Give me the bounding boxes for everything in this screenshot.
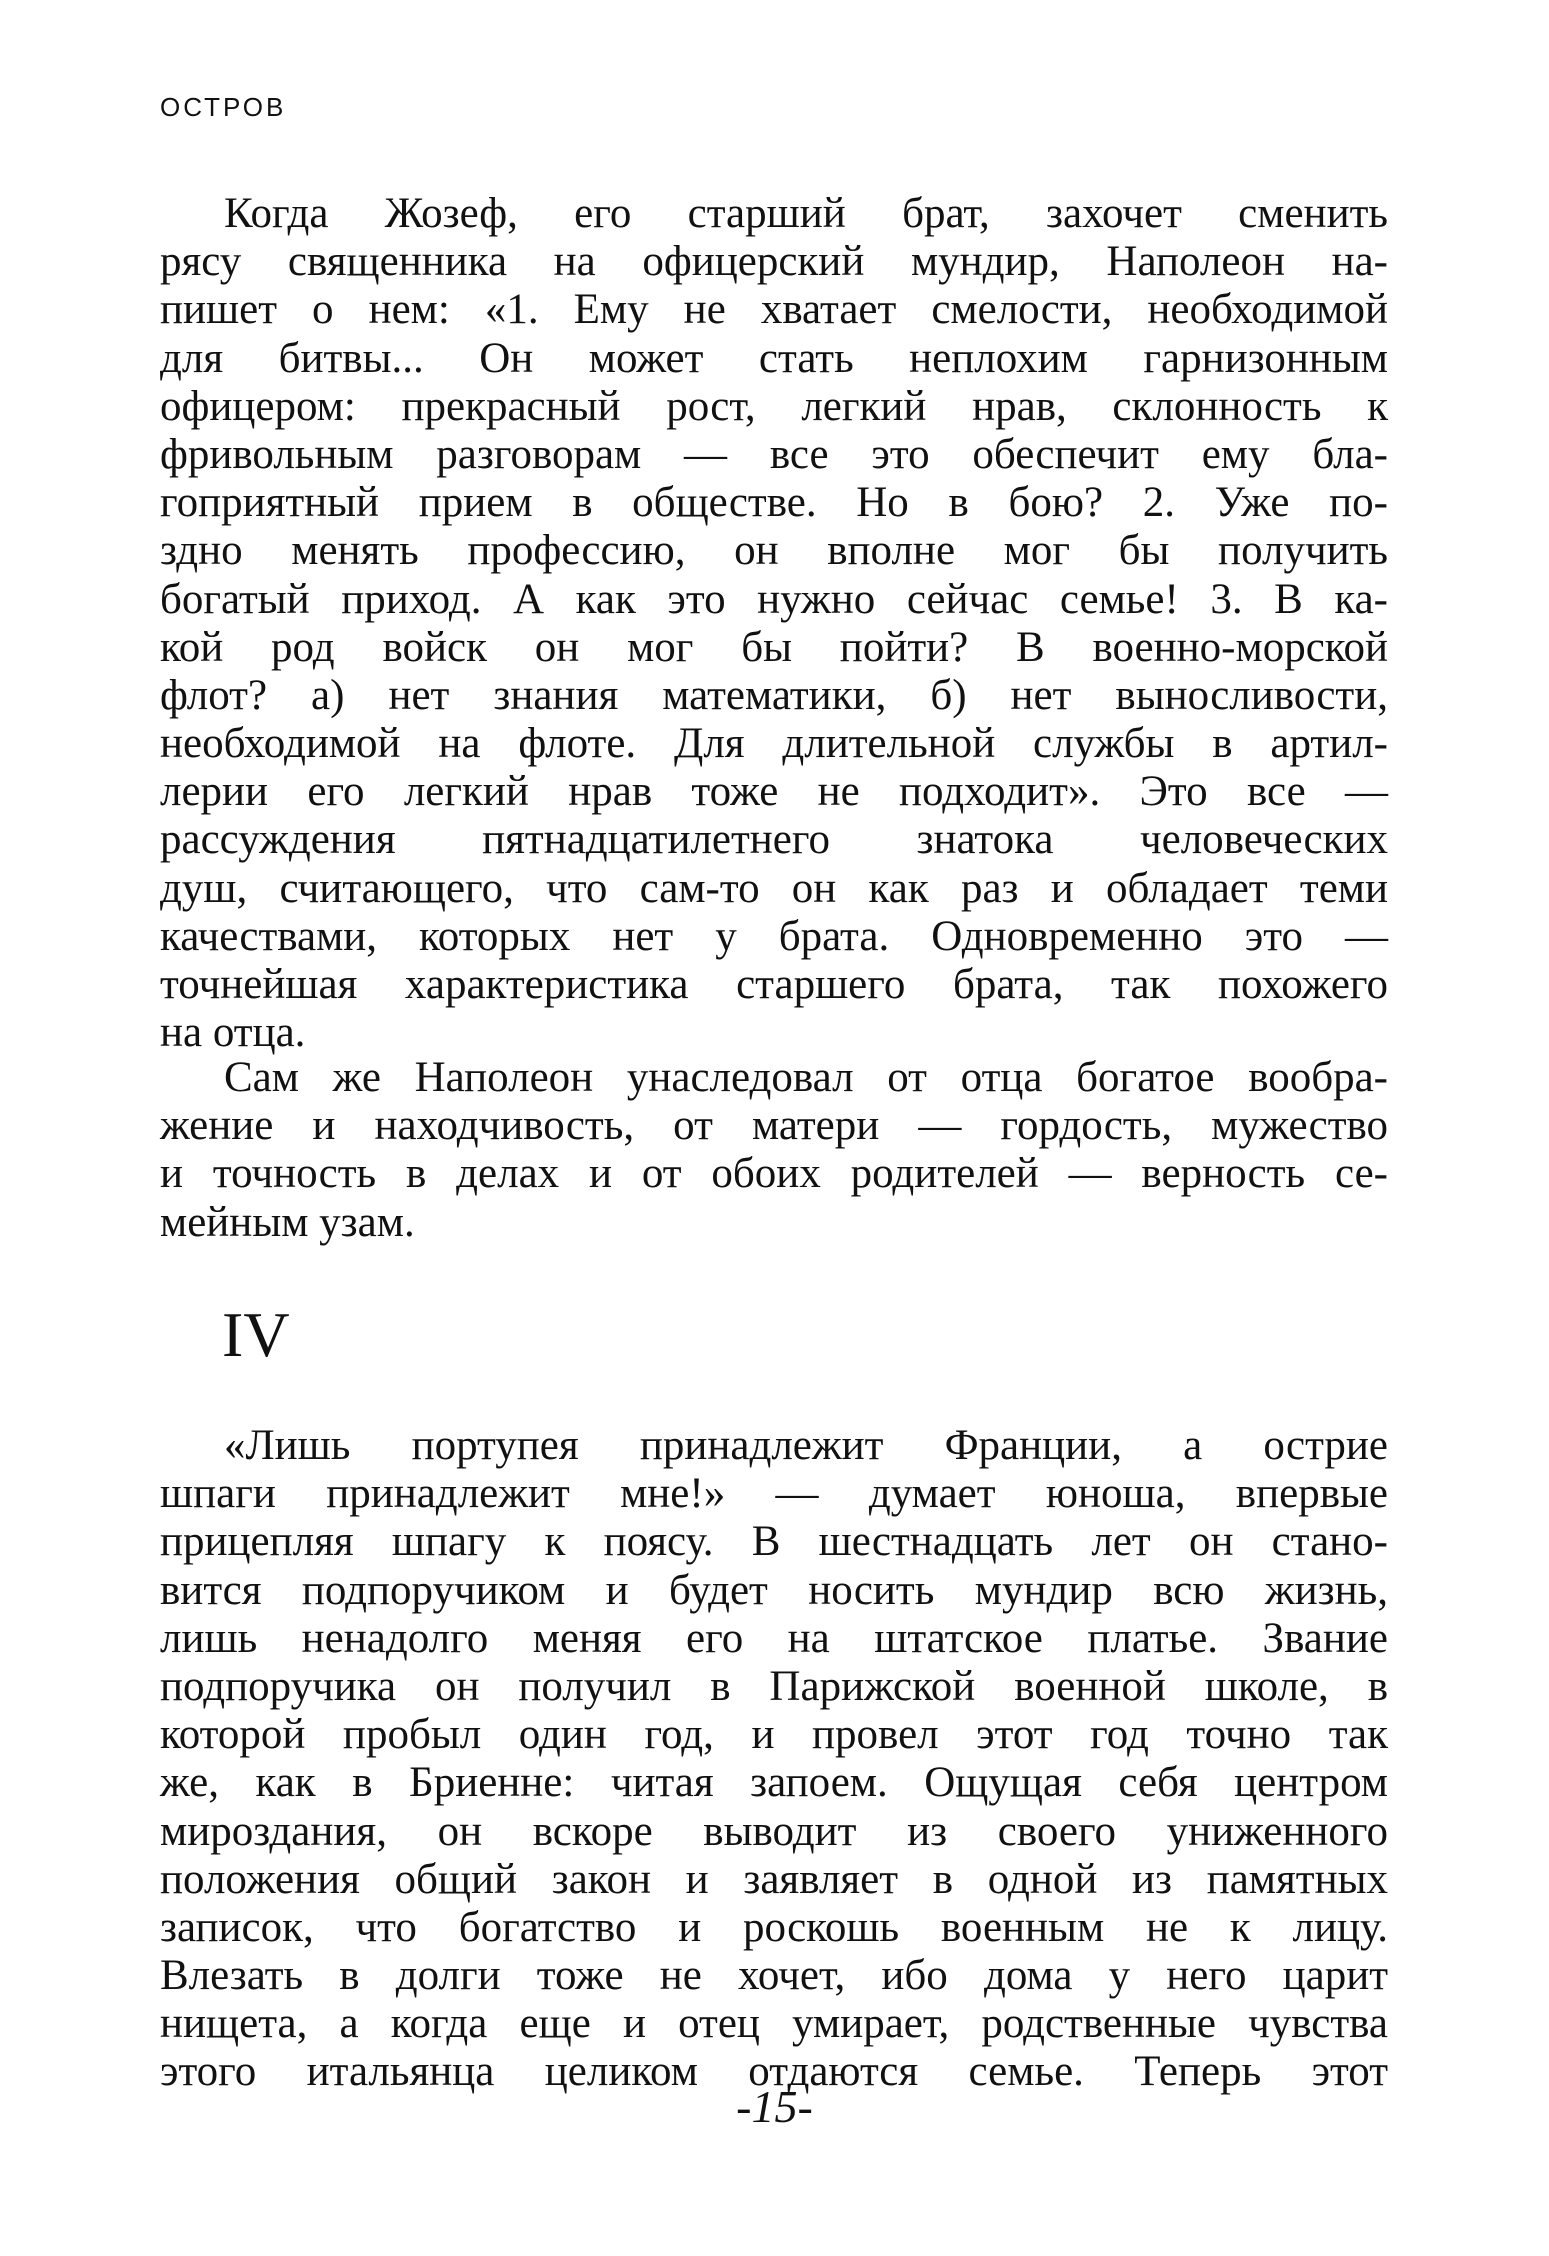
paragraph-1	[160, 190, 1388, 1057]
text-line: качествами, которых нет у брата. Одновременно это —	[160, 912, 1388, 960]
text-line: богатый приход. А как это нужно сейчас семье! 3. В ка-	[160, 575, 1388, 623]
running-header: ОСТРОВ	[160, 92, 287, 122]
text-line: душ, считающего, что сам-то он как раз и обладает теми	[160, 864, 1388, 912]
text-line: флот? а) нет знания математики, б) нет выносливости,	[160, 671, 1388, 719]
text-line: кой род войск он мог бы пойти? В военно-морской	[160, 623, 1388, 671]
text-line: на отца.	[160, 1009, 306, 1057]
text-line: Сам же Наполеон унаследовал от отца богатое вообра-	[224, 1054, 1388, 1101]
paragraph-3	[160, 1422, 1388, 2097]
text-line: подпоручика он получил в Парижской военной школе, в	[160, 1662, 1388, 1710]
text-line: же, как в Бриенне: читая запоем. Ощущая себя центром	[160, 1759, 1388, 1807]
text-line: рассуждения пятнадцатилетнего знатока человеческих	[160, 816, 1388, 864]
text-line: лерии его легкий нрав тоже не подходит». Это все —	[160, 768, 1388, 816]
text-line: записок, что богатство и роскошь военным не к лицу.	[160, 1903, 1388, 1951]
paragraph-2	[160, 1054, 1388, 1247]
text-line: лишь ненадолго меняя его на штатское платье. Звание	[160, 1614, 1388, 1662]
text-line: мейным узам.	[160, 1198, 415, 1246]
text-line: прицепляя шпагу к поясу. В шестнадцать лет он стано-	[160, 1518, 1388, 1566]
text-line: положения общий закон и заявляет в одной из памятных	[160, 1855, 1388, 1903]
text-line: жение и находчивость, от матери — гордость, мужество	[160, 1102, 1388, 1150]
text-line: рясу священника на офицерский мундир, Наполеон на-	[160, 238, 1388, 286]
text-line: вится подпоручиком и будет носить мундир всю жизнь,	[160, 1566, 1388, 1614]
text-line: фривольным разговорам — все это обеспечит ему бла-	[160, 430, 1388, 478]
text-line: Когда Жозеф, его старший брат, захочет сменить	[224, 190, 1388, 237]
text-line: которой пробыл один год, и провел этот год точно так	[160, 1711, 1388, 1759]
text-line: точнейшая характеристика старшего брата, так похожего	[160, 961, 1388, 1008]
page-number: -15-	[736, 2081, 813, 2132]
text-line: пишет о нем: «1. Ему не хватает смелости, необходимой	[160, 286, 1388, 334]
text-line: офицером: прекрасный рост, легкий нрав, склонность к	[160, 382, 1388, 430]
text-line: мироздания, он вскоре выводит из своего униженного	[160, 1807, 1388, 1855]
text-line: этого итальянца целиком отдаются семье. Теперь этот	[160, 2048, 1388, 2096]
text-line: необходимой на флоте. Для длительной службы в артил-	[160, 720, 1388, 768]
text-line: гоприятный прием в обществе. Но в бою? 2. Уже по-	[160, 479, 1388, 527]
text-line: для битвы... Он может стать неплохим гарнизонным	[160, 334, 1388, 382]
section-heading: IV	[222, 1299, 290, 1370]
text-line: Влезать в долги тоже не хочет, ибо дома у него царит	[160, 1952, 1388, 2000]
text-line: здно менять профессию, он вполне мог бы получить	[160, 527, 1388, 575]
text-line: нищета, а когда еще и отец умирает, родственные чувства	[160, 2000, 1388, 2048]
text-line: шпаги принадлежит мне!» — думает юноша, впервые	[160, 1470, 1388, 1518]
text-line: и точность в делах и от обоих родителей — верность се-	[160, 1150, 1388, 1198]
text-line: «Лишь портупея принадлежит Франции, а острие	[224, 1422, 1388, 1469]
